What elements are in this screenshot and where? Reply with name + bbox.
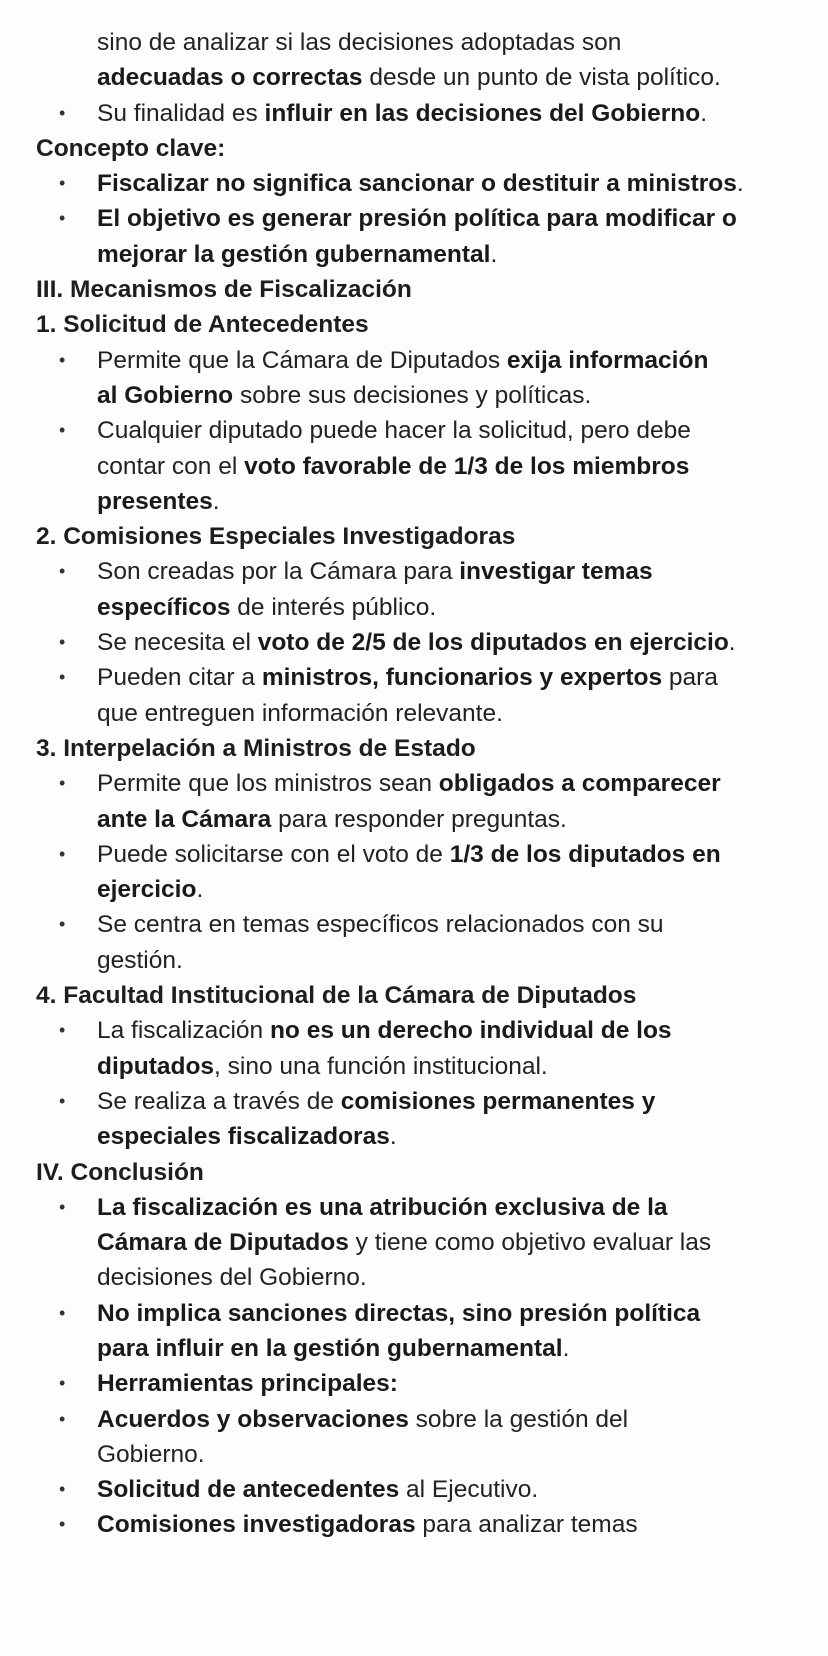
bullet-icon: • (59, 1302, 66, 1323)
bullet-icon: • (59, 1090, 66, 1111)
bullet-item (0, 1366, 828, 1401)
bold-text: Solicitud de antecedentes (97, 1476, 400, 1504)
bold-text: mejorar la gestión gubernamental (97, 240, 491, 268)
text: de interés público. (230, 593, 437, 621)
bullet-item (0, 1472, 828, 1507)
bullet-continuation (0, 25, 828, 60)
text: desde un punto de vista político. (362, 64, 721, 92)
bullet-icon: • (59, 208, 66, 229)
bullet-continuation (0, 449, 828, 484)
text: . (389, 1123, 397, 1151)
text: Puede solicitarse con el voto de (97, 840, 450, 868)
bullet-icon: • (59, 1373, 66, 1394)
bold-text: no es un derecho individual de los (269, 1017, 672, 1045)
text: Se centra en temas específicos relacionados con su (97, 911, 664, 939)
text: gestión. (97, 946, 183, 974)
text: al Ejecutivo. (399, 1476, 539, 1504)
bullet-item (0, 660, 828, 695)
bold-text: especiales fiscalizadoras (97, 1123, 390, 1151)
bold-text: No implica sanciones directas, sino presión política (97, 1299, 701, 1327)
bullet-icon: • (59, 1020, 66, 1041)
text: IV. Conclusión (36, 1158, 204, 1186)
bold-text: Acuerdos y observaciones (97, 1405, 409, 1433)
bullet-item (0, 1402, 828, 1437)
text: Gobierno. (97, 1440, 205, 1468)
text: 4. Facultad Institucional de la Cámara de Diputados (36, 982, 637, 1010)
bold-text: al Gobierno (97, 381, 234, 409)
text: Su finalidad es (97, 99, 265, 127)
bullet-item (0, 766, 828, 801)
bold-text: Herramientas principales: (97, 1370, 398, 1398)
bold-text: obligados a comparecer (438, 770, 721, 798)
bullet-continuation (0, 1260, 828, 1295)
bold-text: La fiscalización es una atribución exclusiva de la (97, 1193, 668, 1221)
text: . (212, 487, 220, 515)
bullet-item (0, 96, 828, 131)
text: , sino una función institucional. (214, 1052, 548, 1080)
bullet-icon: • (59, 843, 66, 864)
bold-text: ministros, funcionarios y expertos (261, 664, 663, 692)
bullet-item (0, 625, 828, 660)
bold-text: diputados (97, 1052, 215, 1080)
text: 2. Comisiones Especiales Investigadoras (36, 523, 516, 551)
bullet-icon: • (59, 420, 66, 441)
text: Se necesita el (97, 629, 258, 657)
text: . (490, 240, 498, 268)
bold-text: voto favorable de 1/3 de los miembros (244, 452, 690, 480)
bullet-continuation (0, 1331, 828, 1366)
text: Permite que los ministros sean (97, 770, 439, 798)
bullet-icon: • (59, 561, 66, 582)
bold-text: Cámara de Diputados (97, 1229, 349, 1257)
bold-text: ejercicio (97, 876, 197, 904)
text: . (736, 170, 744, 198)
text: Son creadas por la Cámara para (97, 558, 460, 586)
bullet-item (0, 201, 828, 236)
bullet-icon: • (59, 1408, 66, 1429)
bullet-icon: • (59, 1514, 66, 1535)
bullet-item (0, 166, 828, 201)
bullet-icon: • (59, 1196, 66, 1217)
text: III. Mecanismos de Fiscalización (36, 276, 412, 304)
text: decisiones del Gobierno. (97, 1264, 367, 1292)
bold-text: voto de 2/5 de los diputados en ejercicio (257, 629, 729, 657)
bullet-item (0, 1190, 828, 1225)
text: . (562, 1334, 570, 1362)
text: . (196, 876, 204, 904)
bullet-item (0, 907, 828, 942)
bold-text: El objetivo es generar presión política para modificar o (97, 205, 737, 233)
bullet-icon: • (59, 102, 66, 123)
bullet-continuation (0, 237, 828, 272)
bold-text: específicos (97, 593, 231, 621)
bullet-continuation (0, 872, 828, 907)
bold-text: para influir en la gestión gubernamental (97, 1334, 563, 1362)
text: . (700, 99, 707, 127)
text: para responder preguntas. (271, 805, 567, 833)
bullet-icon: • (59, 773, 66, 794)
section-heading (0, 272, 828, 307)
bullet-continuation (0, 378, 828, 413)
bullet-continuation (0, 1119, 828, 1154)
bullet-icon: • (59, 914, 66, 935)
section-heading (0, 1155, 828, 1190)
bold-text: investigar temas (459, 558, 653, 586)
bullet-icon: • (59, 1479, 66, 1500)
section-heading (0, 307, 828, 342)
text: 3. Interpelación a Ministros de Estado (36, 734, 476, 762)
section-heading (0, 131, 828, 166)
bold-text: ante la Cámara (97, 805, 272, 833)
bullet-item (0, 1507, 828, 1542)
section-heading (0, 731, 828, 766)
bullet-continuation (0, 590, 828, 625)
text: Se realiza a través de (97, 1087, 341, 1115)
text: sobre la gestión del (408, 1405, 629, 1433)
bold-text: adecuadas o correctas (97, 64, 363, 92)
bullet-item (0, 837, 828, 872)
bullet-continuation (0, 696, 828, 731)
bullet-item (0, 343, 828, 378)
bullet-icon: • (59, 173, 66, 194)
bullet-continuation (0, 1049, 828, 1084)
bold-text: Comisiones investigadoras (97, 1511, 416, 1539)
text: para (662, 664, 718, 692)
bold-text: presentes (97, 487, 213, 515)
bullet-continuation (0, 802, 828, 837)
text: sobre sus decisiones y políticas. (233, 381, 592, 409)
bullet-continuation (0, 60, 828, 95)
text: . (728, 629, 736, 657)
bold-text: influir en las decisiones del Gobierno (264, 99, 701, 127)
text: para analizar temas (415, 1511, 638, 1539)
bullet-icon: • (59, 667, 66, 688)
section-heading (0, 519, 828, 554)
bullet-icon: • (59, 349, 66, 370)
text: 1. Solicitud de Antecedentes (36, 311, 369, 339)
text: Cualquier diputado puede hacer la solicitud, pero debe (97, 417, 691, 445)
bold-text: 1/3 de los diputados en (449, 840, 721, 868)
text: y tiene como objetivo evaluar las (348, 1229, 712, 1257)
section-heading (0, 978, 828, 1013)
bullet-continuation (0, 1225, 828, 1260)
bullet-item (0, 1296, 828, 1331)
text: sino de analizar si las decisiones adoptadas son (97, 29, 622, 56)
text: Concepto clave: (36, 134, 226, 162)
bullet-continuation (0, 484, 828, 519)
text: que entreguen información relevante. (97, 699, 503, 727)
bullet-icon: • (59, 632, 66, 653)
text: Permite que la Cámara de Diputados (97, 346, 507, 374)
bullet-item (0, 1013, 828, 1048)
bold-text: exija información (506, 346, 709, 374)
text: contar con el (97, 452, 245, 480)
bold-text: Fiscalizar no significa sancionar o destituir a ministros (97, 170, 737, 198)
text: Pueden citar a (97, 664, 262, 692)
bullet-continuation (0, 1437, 828, 1472)
text: La fiscalización (97, 1017, 270, 1045)
bullet-item (0, 413, 828, 448)
bullet-item (0, 1084, 828, 1119)
bullet-item (0, 554, 828, 589)
bold-text: comisiones permanentes y (340, 1087, 656, 1115)
bullet-continuation (0, 943, 828, 978)
